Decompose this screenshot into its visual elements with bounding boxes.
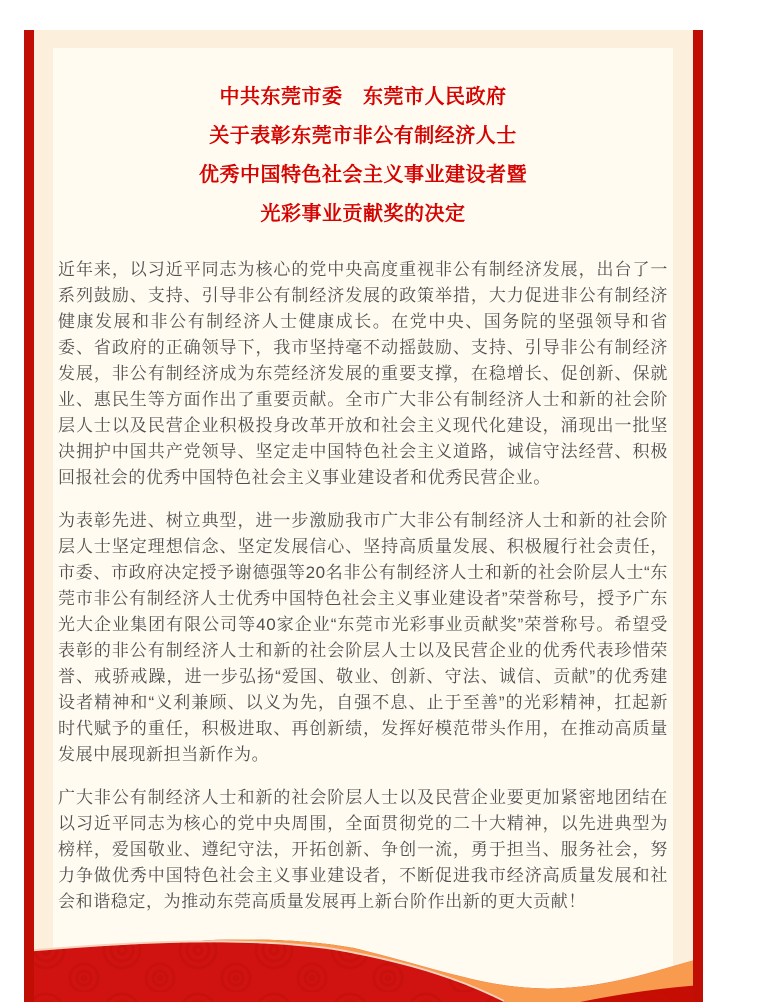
- paragraph-2: 为表彰先进、树立典型，进一步激励我市广大非公有制经济人士和新的社会阶层人士坚定理想信念、坚定发展信心、坚持高质量发展、积极履行社会责任，市委、市政府决定授予谢德强等20名非公有制经济人士和新的社会阶层人士“东莞市非公有制经济人士优秀中国特色社会主义事业建设者”荣誉称号，授予广东光大企业集团有限公司等40家企业“东莞市光彩事业贡献奖”荣誉称号。希望受表彰的非公有制经济人士和新的社会阶层人士以及民营企业的优秀代表珍惜荣誉、戒骄戒躁，进一步弘扬“爱国、敬业、创新、守法、诚信、贡献”的优秀建设者精神和“义利兼顾、以义为先，自强不息、止于至善”的光彩精神，扛起新时代赋予的重任，积极进取、再创新绩，发挥好模范带头作用，在推动高质量发展中展现新担当新作为。: [58, 511, 668, 764]
- card-content: [53, 48, 673, 915]
- title-line-2: 关于表彰东莞市非公有制经济人士: [209, 125, 517, 147]
- paragraph-3: 广大非公有制经济人士和新的社会阶层人士以及民营企业要更加紧密地团结在以习近平同志为核心的党中央周围，全面贯彻党的二十大精神，以先进典型为榜样，爱国敬业、遵纪守法，开拓创新、争创一流，勇于担当、服务社会，努力争做优秀中国特色社会主义事业建设者，不断促进我市经济高质量发展和社会和谐稳定，为推动东莞高质量发展再上新台阶作出新的更大贡献！: [58, 788, 668, 911]
- left-red-bar: [24, 30, 34, 1002]
- title-line-3: 优秀中国特色社会主义事业建设者暨: [199, 164, 527, 186]
- announcement-card: [53, 48, 673, 1002]
- announcement-frame: [24, 30, 703, 1002]
- document-title: [58, 78, 668, 234]
- bottom-wave-decoration: [24, 930, 703, 1002]
- title-line-4: 光彩事业贡献奖的决定: [260, 203, 466, 225]
- paragraph-1: 近年来，以习近平同志为核心的党中央高度重视非公有制经济发展，出台了一系列鼓励、支持、引导非公有制经济发展的政策举措，大力促进非公有制经济健康发展和非公有制经济人士健康成长。在党中央、国务院的坚强领导和省委、省政府的正确领导下，我市坚持毫不动摇鼓励、支持、引导非公有制经济发展，非公有制经济成为东莞经济发展的重要支撑，在稳增长、促创新、保就业、惠民生等方面作出了重要贡献。全市广大非公有制经济人士和新的社会阶层人士以及民营企业积极投身改革开放和社会主义现代化建设，涌现出一批坚决拥护中国共产党领导、坚定走中国特色社会主义道路，诚信守法经营、积极回报社会的优秀中国特色社会主义事业建设者和优秀民营企业。: [58, 260, 668, 487]
- title-line-1: 中共东莞市委 东莞市人民政府: [219, 86, 507, 108]
- right-red-bar: [693, 30, 703, 1002]
- document-body: [58, 257, 668, 915]
